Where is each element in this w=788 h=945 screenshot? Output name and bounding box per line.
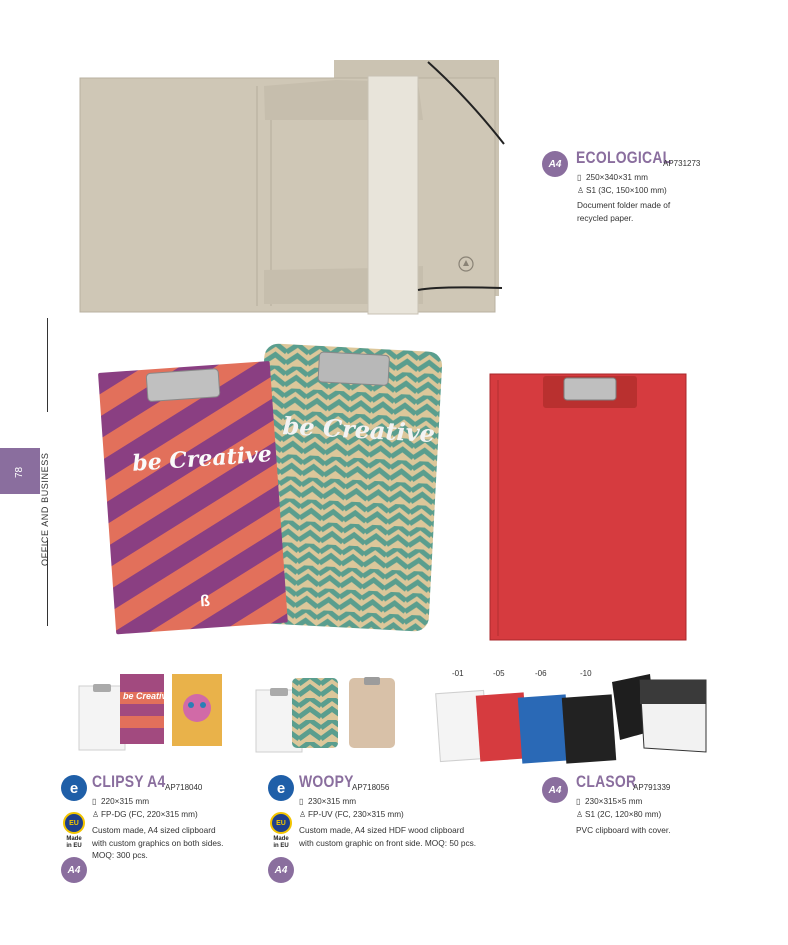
clipsy-title: CLIPSY A4 bbox=[92, 772, 166, 791]
clasor-description: PVC clipboard with cover. bbox=[576, 825, 671, 835]
ruler-icon: ▯ bbox=[299, 797, 304, 806]
clipsy-print: ♙ FP-DG (FC, 220×315 mm) bbox=[92, 810, 198, 819]
woopy-description: Custom made, A4 sized HDF wood clipboard with custom graphic on front side. MOQ: 50 pcs. bbox=[299, 825, 477, 848]
color-code-06: -06 bbox=[535, 669, 547, 678]
ecological-dimensions: ▯ 250×340×31 mm bbox=[577, 173, 648, 182]
clipsy-woopy-boards-image bbox=[90, 335, 450, 665]
made-in-eu-clipsy: Made in EU bbox=[66, 836, 82, 849]
clipsy-dimensions: ▯ 220×315 mm bbox=[92, 797, 150, 806]
woopy-slogan: be Creative bbox=[281, 411, 436, 448]
color-code-01: -01 bbox=[452, 669, 464, 678]
size-badge-clasor: A4 bbox=[542, 777, 568, 803]
ecological-title: ECOLOGICAL bbox=[576, 148, 672, 167]
clasor-title: CLASOR bbox=[576, 772, 637, 791]
color-code-05: -05 bbox=[493, 669, 505, 678]
ecological-folder-image bbox=[78, 58, 506, 320]
clasor-red-clipboard-image bbox=[488, 370, 688, 642]
svg-text:ß: ß bbox=[199, 592, 211, 611]
clasor-print: ♙ S1 (2C, 120×80 mm) bbox=[576, 810, 662, 819]
sidebar-rule-top bbox=[47, 318, 48, 412]
size-badge-clipsy: A4 bbox=[61, 857, 87, 883]
eco-badge-woopy: e bbox=[268, 775, 294, 801]
ruler-icon: ▯ bbox=[92, 797, 97, 806]
eu-flag-icon-clipsy: EU bbox=[63, 812, 85, 834]
clipsy-slogan: be Creative bbox=[131, 441, 273, 477]
print-icon: ♙ bbox=[577, 186, 585, 195]
size-badge-ecological: A4 bbox=[542, 151, 568, 177]
clipsy-description: Custom made, A4 sized clipboard with custom graphics on both sides. MOQ: 300 pcs. bbox=[92, 825, 224, 860]
print-icon: ♙ bbox=[576, 810, 584, 819]
woopy-title: WOOPY bbox=[299, 772, 354, 791]
page-number: 78 bbox=[14, 466, 25, 478]
woopy-dimensions: ▯ 230×315 mm bbox=[299, 797, 357, 806]
woopy-code: AP718056 bbox=[352, 783, 390, 792]
clipsy-code: AP718040 bbox=[165, 783, 203, 792]
clipsy-thumb-slogan: be Creative bbox=[123, 691, 172, 701]
section-label: OFFICE AND BUSINESS bbox=[40, 452, 50, 566]
size-badge-woopy: A4 bbox=[268, 857, 294, 883]
ecological-code: AP731273 bbox=[663, 159, 701, 168]
color-code-10: -10 bbox=[580, 669, 592, 678]
ecological-description: Document folder made of recycled paper. bbox=[577, 200, 671, 223]
ecological-print: ♙ S1 (3C, 150×100 mm) bbox=[577, 186, 667, 195]
clipsy-thumbnails-image bbox=[78, 672, 228, 752]
clasor-dimensions: ▯ 230×315×5 mm bbox=[576, 797, 643, 806]
eu-flag-icon-woopy: EU bbox=[270, 812, 292, 834]
eco-badge-clipsy: e bbox=[61, 775, 87, 801]
print-icon: ♙ bbox=[92, 810, 100, 819]
ruler-icon: ▯ bbox=[576, 797, 581, 806]
clasor-variants-image bbox=[434, 672, 710, 772]
print-icon: ♙ bbox=[299, 810, 307, 819]
ruler-icon: ▯ bbox=[577, 173, 582, 182]
woopy-print: ♙ FP-UV (FC, 230×315 mm) bbox=[299, 810, 404, 819]
made-in-eu-woopy: Made in EU bbox=[273, 836, 289, 849]
woopy-thumbnails-image bbox=[255, 676, 405, 756]
clasor-code: AP791339 bbox=[633, 783, 671, 792]
